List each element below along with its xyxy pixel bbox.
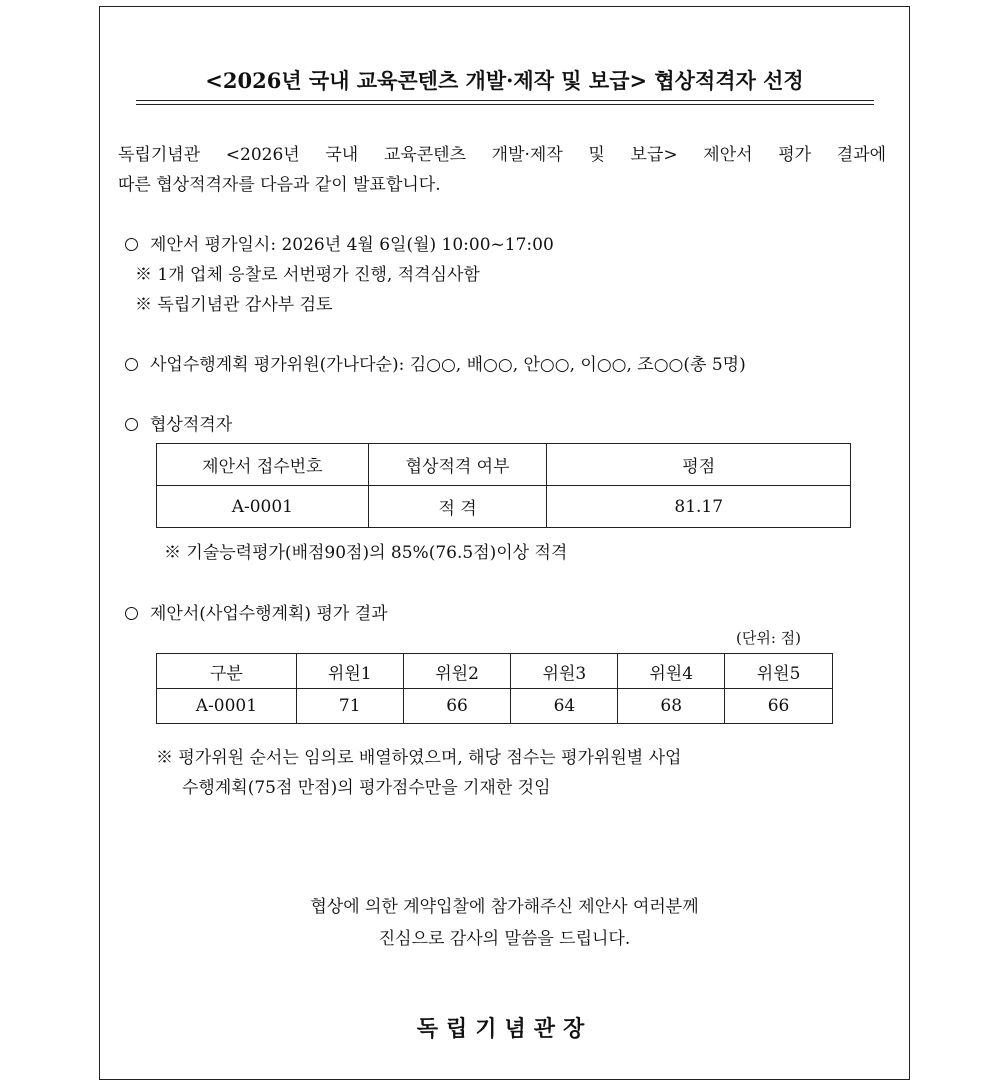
table-cell: 66 (725, 689, 833, 724)
qualified-note: ※ 기술능력평가(배점90점)의 85%(76.5점)이상 적격 (164, 543, 568, 563)
circle-bullet-icon (125, 607, 138, 620)
table-header-row (157, 444, 851, 486)
table-row (157, 486, 851, 528)
note-audit-review: ※ 독립기념관 감사부 검토 (135, 295, 333, 315)
table-cell: 68 (618, 689, 725, 724)
qualified-heading: 협상적격자 (150, 415, 233, 435)
table-cell: 66 (403, 689, 511, 724)
circle-bullet-icon (125, 238, 138, 251)
closing-line-2: 진심으로 감사의 말씀을 드립니다. (378, 929, 631, 949)
title-underline-top (136, 100, 874, 101)
results-heading: 제안서(사업수행계획) 평가 결과 (150, 604, 388, 624)
header-cell: 위원1 (296, 654, 403, 689)
header-cell: 위원2 (403, 654, 511, 689)
results-heading-item (125, 599, 388, 624)
document-page (99, 6, 910, 1080)
results-table (156, 653, 833, 724)
unit-label: (단위: 점) (736, 629, 801, 647)
table-cell: 64 (511, 689, 618, 724)
header-cell: 협상적격 여부 (368, 444, 547, 486)
evaluators-text: 사업수행계획 평가위원(가나다순): 김○○, 배○○, 안○○, 이○○, 조○○(총 5명) (150, 355, 746, 375)
table-cell: 81.17 (547, 486, 851, 528)
results-note-line-2: 수행계획(75점 만점)의 평가점수만을 기재한 것임 (182, 778, 551, 798)
header-cell: 위원4 (618, 654, 725, 689)
header-cell: 제안서 접수번호 (157, 444, 369, 486)
title-underline-bottom (136, 104, 874, 105)
eval-date-text: 제안서 평가일시: 2026년 4월 6일(월) 10:00~17:00 (150, 235, 554, 255)
header-cell: 위원5 (725, 654, 833, 689)
table-cell: 적 격 (368, 486, 547, 528)
qualified-table (156, 443, 851, 528)
circle-bullet-icon (125, 418, 138, 431)
eval-date-item (125, 230, 554, 255)
intro-line-1: 독립기념관 <2026년 국내 교육콘텐츠 개발·제작 및 보급> 제안서 평가 결과에 (118, 145, 886, 165)
header-cell: 위원3 (511, 654, 618, 689)
circle-bullet-icon (125, 358, 138, 371)
closing-line-1: 협상에 의한 계약입찰에 참가해주신 제안사 여러분께 (310, 897, 699, 917)
results-note-line-1: ※ 평가위원 순서는 임의로 배열하였으며, 해당 점수는 평가위원별 사업 (156, 748, 682, 768)
table-row (157, 689, 833, 724)
qualified-heading-item (125, 410, 232, 435)
table-cell: A-0001 (157, 689, 297, 724)
table-cell: 71 (296, 689, 403, 724)
signature: 독립기념관장 (416, 1016, 593, 1042)
note-single-bidder: ※ 1개 업체 응찰로 서번평가 진행, 적격심사함 (135, 265, 480, 285)
header-cell: 평점 (547, 444, 851, 486)
evaluators-item (125, 350, 746, 375)
intro-line-2: 따른 협상적격자를 다음과 같이 발표합니다. (118, 175, 441, 195)
document-title: <2026년 국내 교육콘텐츠 개발·제작 및 보급> 협상적격자 선정 (205, 68, 804, 93)
header-cell: 구분 (157, 654, 297, 689)
table-cell: A-0001 (157, 486, 369, 528)
table-header-row (157, 654, 833, 689)
